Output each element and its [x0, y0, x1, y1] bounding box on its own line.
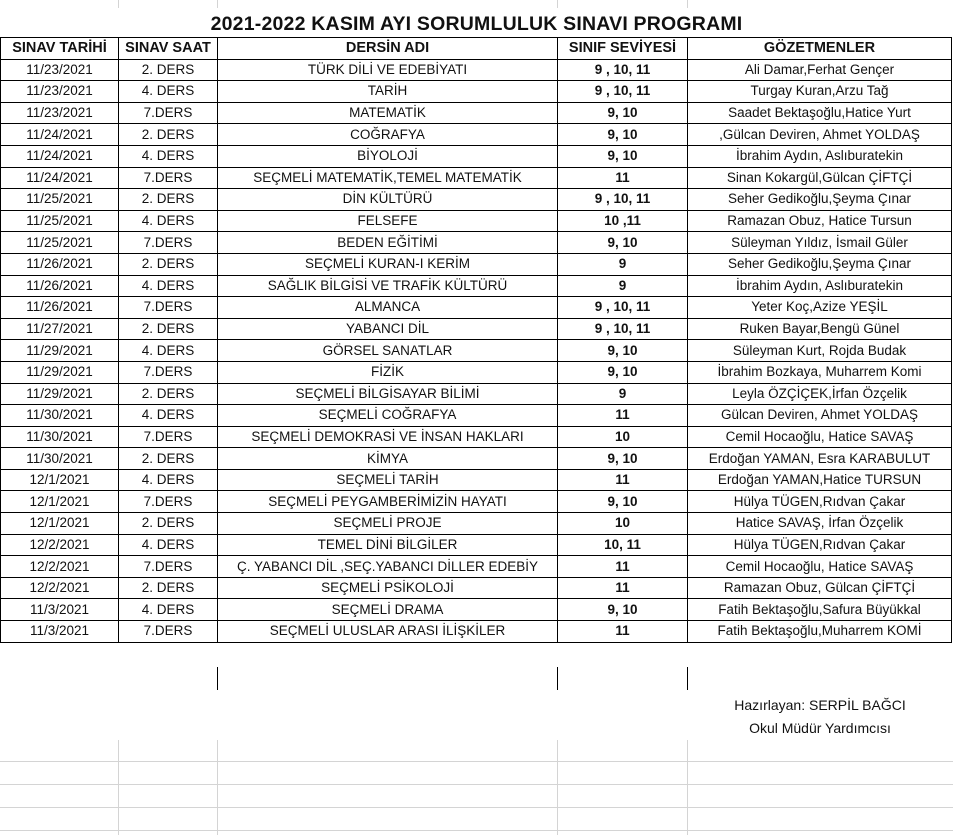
cell-proctors[interactable]: Ruken Bayar,Bengü Günel	[688, 318, 952, 340]
cell-proctors[interactable]: Gülcan Deviren, Ahmet YOLDAŞ	[688, 405, 952, 427]
cell-course-name[interactable]: MATEMATİK	[218, 102, 558, 124]
cell-course-name[interactable]: BİYOLOJİ	[218, 145, 558, 167]
cell-course-name[interactable]: SEÇMELİ KURAN-I KERİM	[218, 253, 558, 275]
table-row	[1, 534, 952, 556]
cell-exam-time[interactable]: 7.DERS	[119, 232, 218, 254]
cell-course-name[interactable]: KİMYA	[218, 448, 558, 470]
cell-exam-time[interactable]: 2. DERS	[119, 577, 218, 599]
cell-course-name[interactable]: SEÇMELİ BİLGİSAYAR BİLİMİ	[218, 383, 558, 405]
cell-proctors[interactable]: Sinan Kokargül,Gülcan ÇİFTÇİ	[688, 167, 952, 189]
table-header	[1, 38, 952, 60]
cell-course-name[interactable]: ALMANCA	[218, 297, 558, 319]
cell-exam-time[interactable]: 4. DERS	[119, 405, 218, 427]
cell-course-name[interactable]: DİN KÜLTÜRÜ	[218, 189, 558, 211]
cell-proctors[interactable]: İbrahim Aydın, Aslıburatekin	[688, 145, 952, 167]
table-row	[1, 405, 952, 427]
cell-proctors[interactable]: İbrahim Bozkaya, Muharrem Komi	[688, 361, 952, 383]
table-row	[1, 297, 952, 319]
header-proctors[interactable]: GÖZETMENLER	[688, 38, 952, 60]
table-row	[1, 556, 952, 578]
cell-class-level[interactable]: 11	[558, 577, 688, 599]
cell-exam-date[interactable]: 12/2/2021	[1, 577, 119, 599]
cell-class-level[interactable]: 9 , 10, 11	[558, 81, 688, 103]
cell-course-name[interactable]: SEÇMELİ PROJE	[218, 513, 558, 535]
cell-course-name[interactable]: FİZİK	[218, 361, 558, 383]
cell-exam-time[interactable]: 7.DERS	[119, 297, 218, 319]
cell-exam-time[interactable]: 7.DERS	[119, 361, 218, 383]
cell-proctors[interactable]: Hülya TÜGEN,Rıdvan Çakar	[688, 534, 952, 556]
cell-proctors[interactable]: Seher Gedikoğlu,Şeyma Çınar	[688, 189, 952, 211]
cell-course-name[interactable]: SEÇMELİ ULUSLAR ARASI İLİŞKİLER	[218, 621, 558, 643]
table-row	[1, 599, 952, 621]
cell-class-level[interactable]: 9, 10	[558, 361, 688, 383]
table-row	[1, 577, 952, 599]
cell-exam-date[interactable]: 12/2/2021	[1, 556, 119, 578]
cell-exam-date[interactable]: 12/1/2021	[1, 469, 119, 491]
cell-class-level[interactable]: 9	[558, 383, 688, 405]
cell-exam-date[interactable]: 11/3/2021	[1, 599, 119, 621]
cell-class-level[interactable]: 9	[558, 253, 688, 275]
cell-exam-time[interactable]: 2. DERS	[119, 448, 218, 470]
cell-class-level[interactable]: 9	[558, 275, 688, 297]
cell-course-name[interactable]: BEDEN EĞİTİMİ	[218, 232, 558, 254]
cell-exam-time[interactable]: 4. DERS	[119, 534, 218, 556]
table-row	[1, 59, 952, 81]
table-row	[1, 361, 952, 383]
table-row	[1, 167, 952, 189]
cell-proctors[interactable]: Hülya TÜGEN,Rıdvan Çakar	[688, 491, 952, 513]
cell-exam-date[interactable]: 12/1/2021	[1, 491, 119, 513]
cell-proctors[interactable]: Seher Gedikoğlu,Şeyma Çınar	[688, 253, 952, 275]
cell-exam-time[interactable]: 2. DERS	[119, 124, 218, 146]
cell-course-name[interactable]: FELSEFE	[218, 210, 558, 232]
header-exam-date[interactable]: SINAV TARİHİ	[1, 38, 119, 60]
cell-exam-date[interactable]: 11/27/2021	[1, 318, 119, 340]
cell-proctors[interactable]: Erdoğan YAMAN, Esra KARABULUT	[688, 448, 952, 470]
cell-course-name[interactable]: SEÇMELİ MATEMATİK,TEMEL MATEMATİK	[218, 167, 558, 189]
cell-course-name[interactable]: GÖRSEL SANATLAR	[218, 340, 558, 362]
prepared-by: Hazırlayan: SERPİL BAĞCI	[734, 697, 906, 713]
cell-class-level[interactable]: 11	[558, 621, 688, 643]
cell-course-name[interactable]: TÜRK DİLİ VE EDEBİYATI	[218, 59, 558, 81]
table-row	[1, 513, 952, 535]
table-row	[1, 491, 952, 513]
cell-exam-date[interactable]: 11/30/2021	[1, 405, 119, 427]
cell-exam-time[interactable]: 4. DERS	[119, 145, 218, 167]
cell-course-name[interactable]: SAĞLIK BİLGİSİ VE TRAFİK KÜLTÜRÜ	[218, 275, 558, 297]
table-body	[1, 59, 952, 642]
cell-exam-date[interactable]: 11/30/2021	[1, 426, 119, 448]
cell-class-level[interactable]: 10, 11	[558, 534, 688, 556]
cell-exam-date[interactable]: 12/1/2021	[1, 513, 119, 535]
cell-class-level[interactable]: 11	[558, 405, 688, 427]
cell-class-level[interactable]: 9 , 10, 11	[558, 189, 688, 211]
cell-class-level[interactable]: 9, 10	[558, 340, 688, 362]
cell-exam-time[interactable]: 4. DERS	[119, 599, 218, 621]
table-row	[1, 81, 952, 103]
table-row	[1, 448, 952, 470]
cell-proctors[interactable]: Leyla ÖZÇİÇEK,İrfan Özçelik	[688, 383, 952, 405]
table-row	[1, 426, 952, 448]
cell-exam-date[interactable]: 11/26/2021	[1, 253, 119, 275]
cell-exam-date[interactable]: 11/24/2021	[1, 145, 119, 167]
cell-exam-time[interactable]: 2. DERS	[119, 513, 218, 535]
preparer-role: Okul Müdür Yardımcısı	[749, 720, 891, 736]
cell-exam-time[interactable]: 4. DERS	[119, 275, 218, 297]
cell-course-name[interactable]: SEÇMELİ PSİKOLOJİ	[218, 577, 558, 599]
cell-exam-time[interactable]: 4. DERS	[119, 210, 218, 232]
cell-exam-time[interactable]: 7.DERS	[119, 491, 218, 513]
cell-class-level[interactable]: 9, 10	[558, 599, 688, 621]
cell-course-name[interactable]: SEÇMELİ COĞRAFYA	[218, 405, 558, 427]
cell-proctors[interactable]: Fatih Bektaşoğlu,Muharrem KOMİ	[688, 621, 952, 643]
cell-class-level[interactable]: 9, 10	[558, 102, 688, 124]
table-row	[1, 469, 952, 491]
cell-exam-time[interactable]: 2. DERS	[119, 59, 218, 81]
cell-proctors[interactable]: İbrahim Aydın, Aslıburatekin	[688, 275, 952, 297]
cell-exam-time[interactable]: 2. DERS	[119, 253, 218, 275]
cell-proctors[interactable]: Ali Damar,Ferhat Gençer	[688, 59, 952, 81]
cell-proctors[interactable]: Yeter Koç,Azize YEŞİL	[688, 297, 952, 319]
cell-exam-time[interactable]: 2. DERS	[119, 189, 218, 211]
cell-proctors[interactable]: ,Gülcan Deviren, Ahmet YOLDAŞ	[688, 124, 952, 146]
cell-class-level[interactable]: 11	[558, 167, 688, 189]
cell-class-level[interactable]: 9 , 10, 11	[558, 318, 688, 340]
header-exam-time[interactable]: SINAV SAAT	[119, 38, 218, 60]
cell-proctors[interactable]: Fatih Bektaşoğlu,Safura Büyükkal	[688, 599, 952, 621]
cell-exam-time[interactable]: 7.DERS	[119, 167, 218, 189]
table-row	[1, 232, 952, 254]
cell-exam-date[interactable]: 11/25/2021	[1, 210, 119, 232]
header-row	[1, 38, 952, 60]
cell-exam-date[interactable]: 11/23/2021	[1, 102, 119, 124]
cell-exam-time[interactable]: 4. DERS	[119, 81, 218, 103]
cell-class-level[interactable]: 9 , 10, 11	[558, 59, 688, 81]
cell-class-level[interactable]: 9, 10	[558, 124, 688, 146]
table-row	[1, 189, 952, 211]
cell-proctors[interactable]: Saadet Bektaşoğlu,Hatice Yurt	[688, 102, 952, 124]
cell-exam-time[interactable]: 4. DERS	[119, 469, 218, 491]
cell-proctors[interactable]: Süleyman Yıldız, İsmail Güler	[688, 232, 952, 254]
cell-proctors[interactable]: Ramazan Obuz, Hatice Tursun	[688, 210, 952, 232]
cell-proctors[interactable]: Erdoğan YAMAN,Hatice TURSUN	[688, 469, 952, 491]
cell-exam-time[interactable]: 2. DERS	[119, 318, 218, 340]
table-row	[1, 253, 952, 275]
cell-exam-time[interactable]: 4. DERS	[119, 340, 218, 362]
cell-exam-date[interactable]: 11/30/2021	[1, 448, 119, 470]
cell-class-level[interactable]: 9, 10	[558, 448, 688, 470]
cell-exam-date[interactable]: 11/29/2021	[1, 383, 119, 405]
table-row	[1, 145, 952, 167]
table-row	[1, 102, 952, 124]
exam-schedule-table	[0, 37, 952, 643]
cell-exam-date[interactable]: 11/25/2021	[1, 189, 119, 211]
cell-class-level[interactable]: 10	[558, 513, 688, 535]
cell-class-level[interactable]: 9, 10	[558, 491, 688, 513]
cell-course-name[interactable]: Ç. YABANCI DİL ,SEÇ.YABANCI DİLLER EDEBİY	[218, 556, 558, 578]
page-title: 2021-2022 KASIM AYI SORUMLULUK SINAVI PROGRAMI	[210, 13, 743, 35]
cell-exam-time[interactable]: 2. DERS	[119, 383, 218, 405]
cell-class-level[interactable]: 10 ,11	[558, 210, 688, 232]
table-row	[1, 124, 952, 146]
cell-exam-date[interactable]: 11/26/2021	[1, 275, 119, 297]
header-class-level[interactable]: SINIF SEVİYESİ	[558, 38, 688, 60]
cell-class-level[interactable]: 10	[558, 426, 688, 448]
cell-class-level[interactable]: 11	[558, 469, 688, 491]
cell-proctors[interactable]: Cemil Hocaoğlu, Hatice SAVAŞ	[688, 556, 952, 578]
cell-exam-time[interactable]: 7.DERS	[119, 102, 218, 124]
cell-course-name[interactable]: TARİH	[218, 81, 558, 103]
cell-course-name[interactable]: YABANCI DİL	[218, 318, 558, 340]
cell-course-name[interactable]: SEÇMELİ DEMOKRASİ VE İNSAN HAKLARI	[218, 426, 558, 448]
cell-exam-time[interactable]: 7.DERS	[119, 621, 218, 643]
table-row	[1, 340, 952, 362]
cell-class-level[interactable]: 9 , 10, 11	[558, 297, 688, 319]
cell-exam-date[interactable]: 11/3/2021	[1, 621, 119, 643]
cell-course-name[interactable]: SEÇMELİ DRAMA	[218, 599, 558, 621]
cell-class-level[interactable]: 9, 10	[558, 145, 688, 167]
cell-proctors[interactable]: Ramazan Obuz, Gülcan ÇİFTÇİ	[688, 577, 952, 599]
cell-class-level[interactable]: 11	[558, 556, 688, 578]
cell-proctors[interactable]: Hatice SAVAŞ, İrfan Özçelik	[688, 513, 952, 535]
cell-proctors[interactable]: Turgay Kuran,Arzu Tağ	[688, 81, 952, 103]
cell-exam-time[interactable]: 7.DERS	[119, 556, 218, 578]
cell-course-name[interactable]: COĞRAFYA	[218, 124, 558, 146]
cell-exam-time[interactable]: 7.DERS	[119, 426, 218, 448]
cell-proctors[interactable]: Süleyman Kurt, Rojda Budak	[688, 340, 952, 362]
cell-exam-date[interactable]: 11/23/2021	[1, 81, 119, 103]
table-row	[1, 318, 952, 340]
cell-exam-date[interactable]: 11/23/2021	[1, 59, 119, 81]
cell-course-name[interactable]: SEÇMELİ TARİH	[218, 469, 558, 491]
cell-exam-date[interactable]: 11/29/2021	[1, 340, 119, 362]
cell-exam-date[interactable]: 11/29/2021	[1, 361, 119, 383]
cell-course-name[interactable]: TEMEL DİNİ BİLGİLER	[218, 534, 558, 556]
header-course-name[interactable]: DERSİN ADI	[218, 38, 558, 60]
table-row	[1, 383, 952, 405]
cell-exam-date[interactable]: 11/26/2021	[1, 297, 119, 319]
cell-exam-date[interactable]: 11/24/2021	[1, 167, 119, 189]
table-row	[1, 275, 952, 297]
table-row	[1, 621, 952, 643]
cell-exam-date[interactable]: 11/24/2021	[1, 124, 119, 146]
table-row	[1, 210, 952, 232]
cell-proctors[interactable]: Cemil Hocaoğlu, Hatice SAVAŞ	[688, 426, 952, 448]
cell-exam-date[interactable]: 11/25/2021	[1, 232, 119, 254]
cell-class-level[interactable]: 9, 10	[558, 232, 688, 254]
cell-course-name[interactable]: SEÇMELİ PEYGAMBERİMİZİN HAYATI	[218, 491, 558, 513]
cell-exam-date[interactable]: 12/2/2021	[1, 534, 119, 556]
